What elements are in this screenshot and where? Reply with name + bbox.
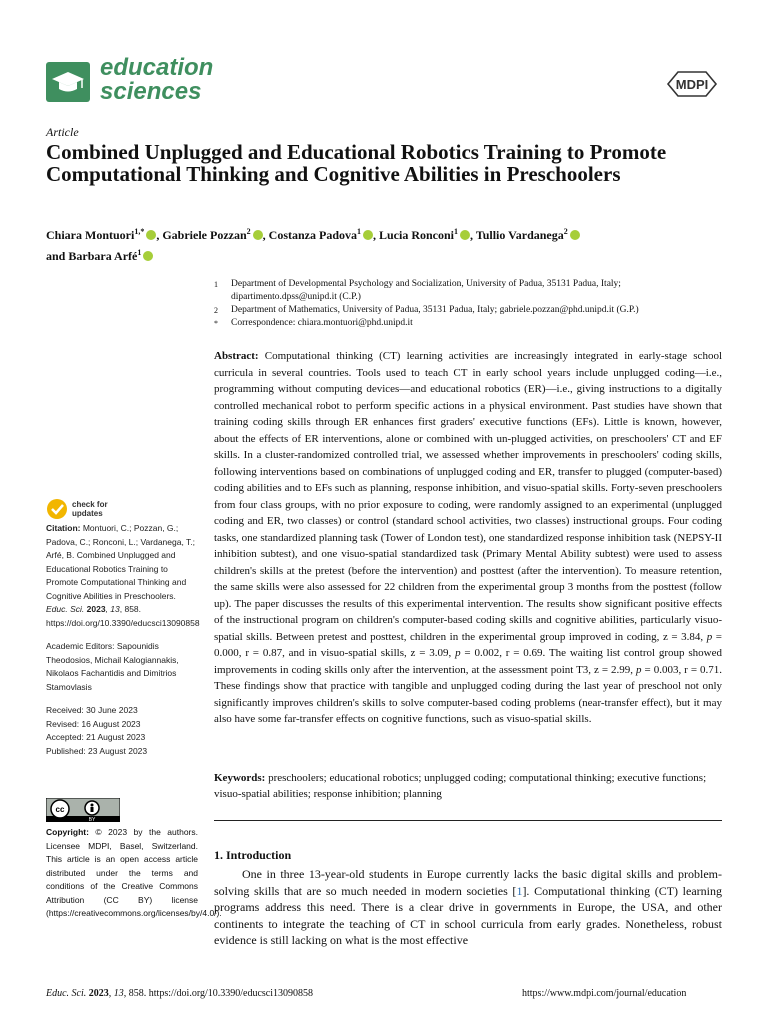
intro-paragraph: One in three 13-year-old students in Europe currently lacks the basic digital skills and problem-solving skills that are so much needed in modern societies [1]. Computational thinking (CT) learning programs address this need. There is a clear drive in governments in Europe, the USA, and other continents to integrate the teaching of CT in school curricula from early grades. Nonetheless, robust evidence is still lacking on what is the most effective — [214, 867, 723, 947]
orcid-icon[interactable] — [460, 230, 470, 240]
check-for-updates-badge[interactable]: check for updates — [46, 497, 126, 521]
published-date: Published: 23 August 2023 — [46, 745, 148, 756]
orcid-icon[interactable] — [253, 230, 263, 240]
section-divider — [214, 820, 722, 821]
author-name[interactable]: Tullio Vardanega — [475, 228, 564, 242]
keywords-label: Keywords: — [214, 772, 266, 784]
accepted-date: Accepted: 21 August 2023 — [46, 732, 146, 742]
check-updates-icon — [46, 498, 68, 520]
abstract-label: Abstract: — [214, 350, 259, 362]
affiliation-item: 1 Department of Developmental Psychology and Socialization, University of Padua, 35131 Padua, Italy; dipartimento.dpss@unipd.it (C.P.) — [214, 279, 621, 302]
orcid-icon[interactable] — [363, 230, 373, 240]
revised-date: Revised: 16 August 2023 — [46, 718, 141, 729]
footer-citation: Educ. Sci. 2023, 13, 858. https://doi.org/10.3390/educsci13090858 — [46, 988, 314, 999]
cc-by-text: BY — [88, 817, 96, 822]
journal-name-line1: education — [100, 54, 214, 81]
footer-journal-url[interactable]: https://www.mdpi.com/journal/education — [522, 988, 687, 999]
svg-text:cc: cc — [55, 805, 65, 814]
affiliation-item: 2 Department of Mathematics, University of Padua, 35131 Padua, Italy; gabriele.pozzan@phd.unipd.it (G.P.) — [214, 305, 639, 315]
affiliations — [214, 278, 724, 330]
journal-name-line2: sciences — [100, 78, 202, 105]
cc-by-license-icon[interactable] — [46, 798, 120, 822]
orcid-icon[interactable] — [143, 251, 153, 261]
author-list: Chiara Montuori$^{1,*}$ , Gabriele Pozzan$^2$ , Costanza Padova$^1$ , Lucia Ronconi$^1$ , Tullio Vardanega$^2$ and Barbara Arfé$^1$ — [46, 223, 726, 265]
keywords: Keywords: preschoolers; educational robotics; unplugged coding; computational thinking; executive functions; visuo-spatial abilities; response inhibition; planning — [214, 772, 707, 800]
received-date: Received: 30 June 2023 — [46, 705, 138, 715]
article-type: Article — [46, 125, 79, 139]
citation: Citation: Montuori, C.; Pozzan, G.; Padova, C.; Ronconi, L.; Vardanega, T.; Arfé, B. Combined Unplugged and Educational Robotics Training to Promote Computational Thinking and Cognitive Abilities in Preschoolers. Educ. Sci. 2023, 13, 858. https://doi.org/10.3390/educsci13090858 — [46, 523, 200, 628]
author-name[interactable]: Costanza Padova — [268, 228, 357, 242]
author-name[interactable]: Chiara Montuori — [46, 228, 135, 242]
orcid-icon[interactable] — [570, 230, 580, 240]
abstract: Abstract: Computational thinking (CT) learning activities are increasingly integrated in early-stage school curricula in several countries. Tools used to teach CT in early school years include unplugged coding—i.e., programming without computing devices—and educational robotics (ER)—i.e., giving instructions to a digitally controlled mechanical robot to perform specific actions in a physical environment. Past studies have shown that training coding skills through ER enhances first graders' executive functions (EFs). Little is known, however, about the effects of ER interventions, alone or combined with un-plugged activities, on preschoolers' CT and EF skills. In a cluster-randomized controlled trial, we assessed whether improvements in preschoolers' coding skills, following interventions based on combinations of unplugged coding and ER, transfer to plugged (computer-based) coding abilities and to EFs such as planning, response inhibition, and visuo-spatial skills. Forty-seven preschoolers from four class groups, with no prior exposure to coding, were randomly assigned to an experimental (unplugged coding and ER, two classes) or control (standard school activities, two classes) instructional groups. Four coding tasks, one standardized planning task (Tower of London test), one standardized response inhibition task (NEPSY-II inhibition subtest), and one visuo-spatial standardized task (Primary Mental Ability subtest) were used to assess children's skills at the pretest (before the intervention) and posttest (after the intervention). To measure retention, the same skills were also assessed for 22 children from the experimental group 3 months from the posttest (follow up). The paper discusses the results of this experimental intervention. The results show significant positive effects of the instructional program on children's computer-based coding skills and cognitive abilities, particularly visuo-spatial skills. Between pretest and posttest, children in the experimental group improved in coding, z = 3.84, p = 0.000, r = 0.87, and in visuo-spatial skills, z = 3.09, p = 0.002, r = 0.69. The waiting list control group showed improvements in coding skills only after the intervention, at the assessment point T3, z = 2.99, p = 0.003, r = 0.71. These findings show that practice with tangible and unplugged coding during the last year of preschool not only significantly improves children's skills to solve computer-based coding problems (near-transfer effect), but it may also have some far-transfer effects on cognitive functions, such as visuo-spatial skills. — [214, 350, 722, 725]
mdpi-logo-icon — [664, 70, 720, 98]
reference-link[interactable]: 1 — [516, 883, 523, 898]
graduation-cap-logo-icon — [46, 62, 90, 102]
author-name[interactable]: Gabriele Pozzan — [162, 228, 247, 242]
article-title: Combined Unplugged and Educational Robotics Training to Promote Computational Thinking and Cognitive Abilities in Preschoolers — [46, 140, 667, 186]
journal-name — [100, 56, 213, 104]
section-heading: 1. Introduction — [214, 848, 292, 862]
correspondence-item: * Correspondence: chiara.montuori@phd.unipd.it — [214, 318, 413, 328]
mdpi-logo-text: MDPI — [675, 77, 709, 92]
copyright-notice: Copyright: © 2023 by the authors. Licensee MDPI, Basel, Switzerland. This article is an open access article distributed under the terms and conditions of the Creative Commons Attribution (CC BY) license (https://creativecommons.org/licenses/by/4.0/). — [46, 827, 222, 918]
article-info-sidebar — [46, 522, 198, 758]
orcid-icon[interactable] — [146, 230, 156, 240]
academic-editors: Academic Editors: Sapounidis Theodosios, Michail Kalogiannakis, Nikolaos Fachantidis and Dimitrios Stamovlasis — [46, 641, 179, 692]
author-name[interactable]: Lucia Ronconi — [379, 228, 455, 242]
dates — [46, 704, 198, 758]
author-name[interactable]: Barbara Arfé — [68, 249, 138, 263]
